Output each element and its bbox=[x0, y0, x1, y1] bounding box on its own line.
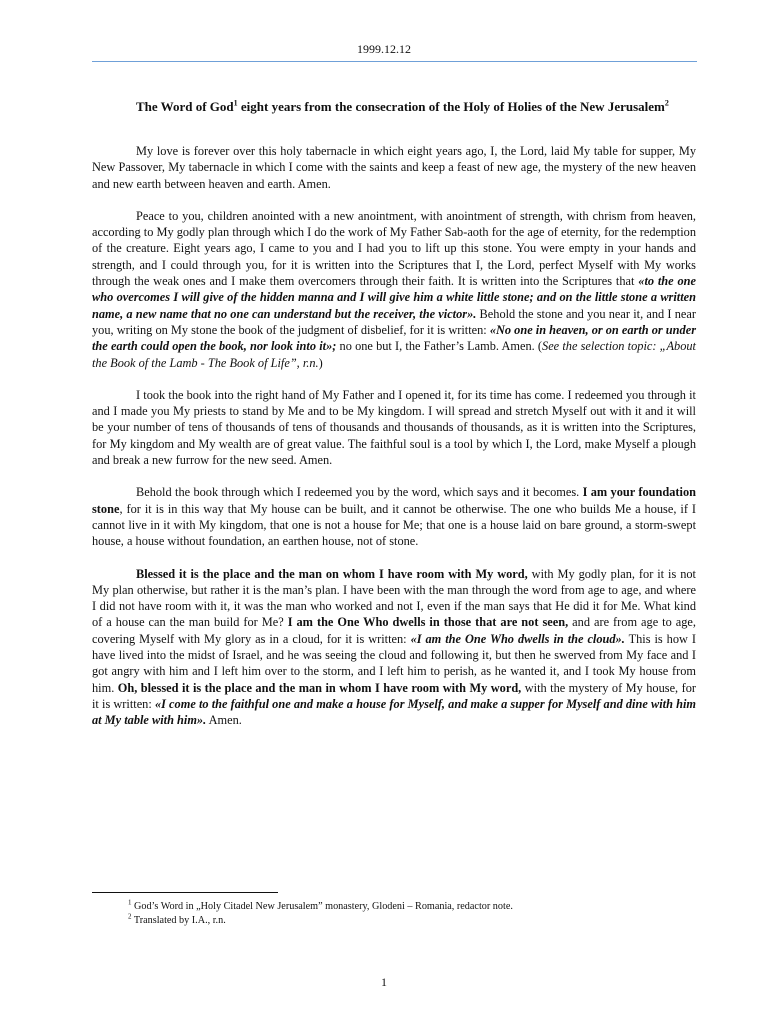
paragraph-4-text-2: , for it is in this way that My house can be built, and it cannot be otherwise. The one who builds Me a house, if I cannot live in it with My kingdom, that one is not a house for Me; that one is a house laid on bare ground, a storm-swept house, a house without foundation, an earthen house, not of stone. bbox=[92, 501, 696, 549]
scripture-quote-cloud: «I am the One Who dwells in the cloud». bbox=[410, 631, 625, 646]
paragraph-2-text-1: Peace to you, children anointed with a new anointment, with anointment of strength, with chrism from heaven, according to My godly plan through which I do the work of My Father Sab-aoth for the age of eternity, for the redemption of the creature. Eight years ago, I came to you and I had you to lift up this stone. You were empty in your hands and strength, and I could through you, for it is written into the Scriptures that I, the Lord, perfect Myself with My works through the weak ones and I make them overcomers through their faith. It is written into the Scriptures that bbox=[92, 208, 696, 289]
footnote-ref-1[interactable]: 1 bbox=[233, 98, 238, 108]
header-rule bbox=[92, 61, 697, 62]
title-text-1: The Word of God bbox=[136, 99, 234, 114]
scripture-quote-supper: «I come to the faithful one and make a house for Myself, and make a supper for Myself and dine with him at My table with him». bbox=[92, 696, 696, 728]
paragraph-4 bbox=[92, 484, 696, 549]
footnote-text: God’s Word in „Holy Citadel New Jerusalem” monastery, Glodeni – Romania, redactor note. bbox=[134, 901, 513, 912]
paragraph-2 bbox=[92, 208, 696, 371]
paragraph-1-text: My love is forever over this holy tabernacle in which eight years ago, I, the Lord, laid My table for supper, My New Passover, My tabernacle in which I come with the saints and keep a feast of new age, the mystery of the new heaven and new earth between heaven and earth. Amen. bbox=[92, 144, 696, 191]
scripture-quote-book: «No one in heaven, or on earth or under the earth could open the book, nor look into it»; bbox=[92, 322, 696, 354]
document-title bbox=[92, 98, 696, 115]
paragraph-5 bbox=[92, 566, 696, 729]
blessed-place-emphasis: Blessed it is the place and the man on whom I have room with My word, bbox=[136, 566, 528, 581]
paragraph-2-text-4: ) bbox=[318, 355, 323, 370]
footnote-number: 2 bbox=[128, 912, 132, 921]
paragraph-5-text-3: This is how I have lived into the midst of Israel, and he was seeing the cloud and following it, but then he swerved from My face and I got angry with him and I left him over to the storm, and I left him to perish, as he wanted it, and I took My house from him. bbox=[92, 631, 697, 695]
paragraph-3-text: I took the book into the right hand of My Father and I opened it, for its time has come. I redeemed you through it and I made you My priests to stand by Me and to be My kingdom. I will spread and stretch Myself out with it and it will be your number of tens of thousands of tens of thousands and thousands of thousands, as it is written into the Scriptures, for My kingdom and My wealth are of great value. The faithful soul is a tool by which I, the Lord, make Myself a plough and break a new furrow for the new seed. Amen. bbox=[92, 387, 696, 468]
title-text-2: eight years from the consecration of the Holy of Holies of the New Jerusalem bbox=[237, 99, 665, 114]
blessed-man-emphasis: Oh, blessed it is the place and the man in whom I have room with My word, bbox=[117, 680, 522, 695]
paragraph-5-text-5: Amen. bbox=[206, 713, 242, 728]
footnote-text: Translated by I.A., r.n. bbox=[133, 915, 226, 926]
dwells-unseen-emphasis: I am the One Who dwells in those that are not seen, bbox=[287, 615, 569, 630]
footnote-number: 1 bbox=[128, 898, 132, 907]
footnote-ref-2[interactable]: 2 bbox=[664, 98, 669, 108]
selection-topic-note: See the selection topic: „About the Book of the Lamb - The Book of Life”, r.n. bbox=[92, 339, 696, 370]
scripture-quote-manna: «to the one who overcomes I will give of the hidden manna and I will give him a white little stone; and on the little stone a written name, a new name that no one can understand but the receiver, the victor». bbox=[92, 274, 696, 321]
paragraph-1 bbox=[92, 143, 696, 192]
paragraph-3 bbox=[92, 387, 696, 468]
paragraph-2-text-2: Behold the stone and you near it, and I near you, writing on My stone the book of the judgment of disbelief, for it is written: bbox=[92, 306, 696, 337]
paragraph-5-text-4: with the mystery of My house, for it is written: bbox=[92, 680, 696, 711]
footnote-separator bbox=[92, 892, 278, 893]
footnotes bbox=[128, 900, 688, 928]
foundation-stone-emphasis: I am your foundation stone bbox=[92, 485, 697, 516]
page-number: 1 bbox=[381, 975, 387, 989]
header-date: 1999.12.12 bbox=[357, 42, 411, 56]
paragraph-5-text-2: and are from age to age, covering Myself with My glory as in a cloud, for it is written: bbox=[92, 615, 696, 646]
paragraph-4-text-1: Behold the book through which I redeemed you by the word, which says and it becomes. bbox=[136, 485, 583, 500]
footnote-2 bbox=[128, 914, 688, 928]
paragraph-5-text-1: with My godly plan, for it is not My plan otherwise, but rather it is the man’s plan. I have been with the man through the word from age to age, and where I did not have room with it, it was the man who worked and not I, even if the man says that He did it for Me. What kind of a house can the man build for Me? bbox=[92, 566, 696, 630]
paragraph-2-text-3: no one but I, the Father’s Lamb. Amen. ( bbox=[336, 339, 543, 354]
document-body bbox=[92, 98, 696, 745]
footnote-1 bbox=[128, 900, 688, 914]
